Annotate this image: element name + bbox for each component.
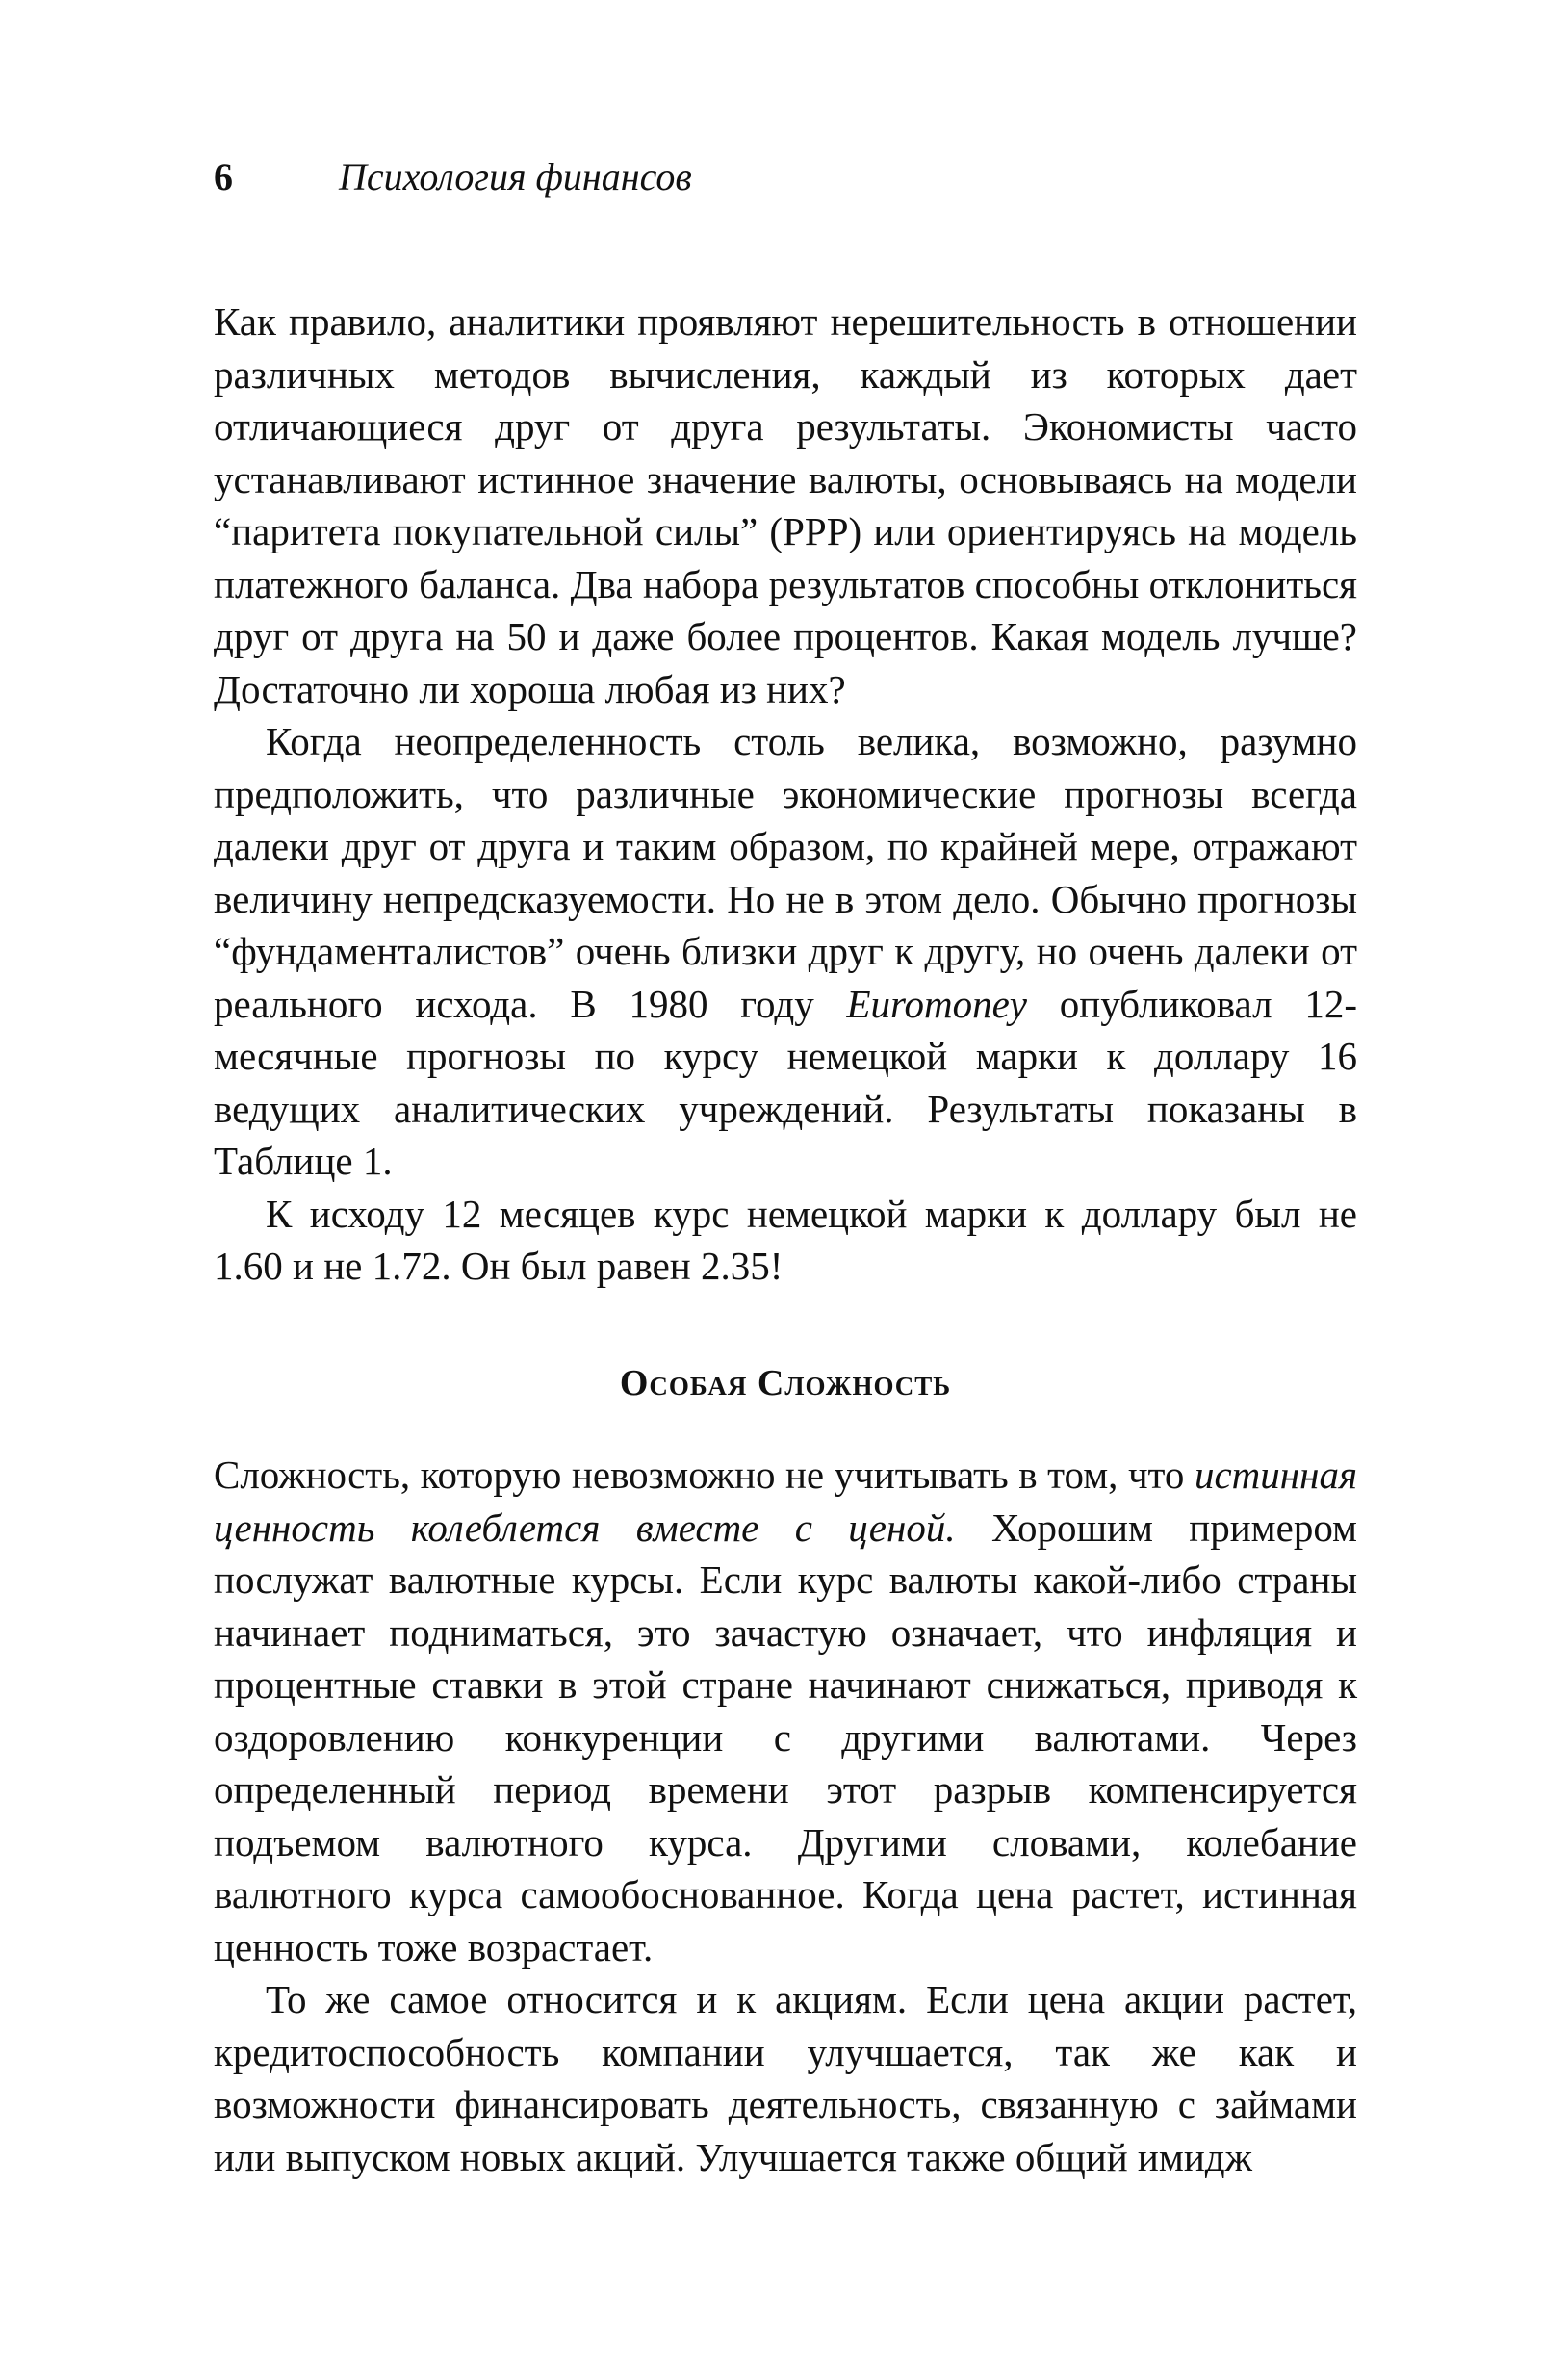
paragraph: К исходу 12 месяцев курс немецкой марки к доллару был не 1.60 и не 1.72. Он был равен 2.35! — [214, 1191, 1357, 1288]
paragraph: Как правило, аналитики проявляют нерешительность в отношении различных методов вычисления, каждый из которых дает отличающиеся друг от друга результаты. Экономисты часто устанавливают истинное значение валюты, основываясь на модели “паритета покупательной силы” (PPP) или ориентируясь на модель платежного баланса. Два набора результатов способны отклониться друг от друга на 50 и даже более процентов. Какая модель лучше? Достаточно ли хороша любая из них? — [214, 299, 1357, 711]
body-text-section-1 — [214, 296, 1357, 1293]
page-number: 6 — [214, 155, 233, 198]
paragraph — [214, 715, 1357, 1188]
publication-name: Euromoney — [846, 981, 1027, 1026]
page-header — [214, 154, 692, 200]
section-heading: Особая Сложность — [619, 1363, 952, 1403]
paragraph: То же самое относится и к акциям. Если цена акции растет, кредитоспособность компании улучшается, так же как и возможности финансировать деятельность, связанную с займами или выпуском новых акций. Улучшается также общий имидж — [214, 1977, 1357, 2179]
paragraph — [214, 1449, 1357, 1973]
paragraph-text: опубликовал 12-месячные прогнозы по курсу немецкой марки к доллару 16 ведущих аналитических учреждений. Результаты показаны в Таблице 1. — [214, 981, 1357, 1183]
emphasis-text: истинная ценность колеблется вместе с ценой. — [214, 1453, 1357, 1550]
paragraph-text: Хорошим примером послужат валютные курсы. Если курс валюты какой-либо страны начинает подниматься, это зачастую означает, что инфляция и процентные ставки в этой стране начинают снижаться, приводя к оздоровлению конкуренции с другими валютами. Через определенный период времени этот разрыв компенсируется подъемом валютного курса. Другими словами, колебание валютного курса самообоснованное. Когда цена растет, истинная ценность тоже возрастает. — [214, 1504, 1357, 1969]
paragraph-text: Когда неопределенность столь велика, возможно, разумно предположить, что различные экономические прогнозы всегда далеки друг от друга и таким образом, по крайней мере, отражают величину непредсказуемости. Но не в этом дело. Обычно прогнозы “фундаменталистов” очень близки друг к другу, но очень далеки от реального исхода. В 1980 году — [214, 719, 1357, 1026]
paragraph-text: Сложность, которую невозможно не учитывать в том, что — [214, 1453, 1195, 1497]
running-title: Психология финансов — [339, 155, 692, 198]
body-text-section-2 — [214, 1449, 1357, 2183]
